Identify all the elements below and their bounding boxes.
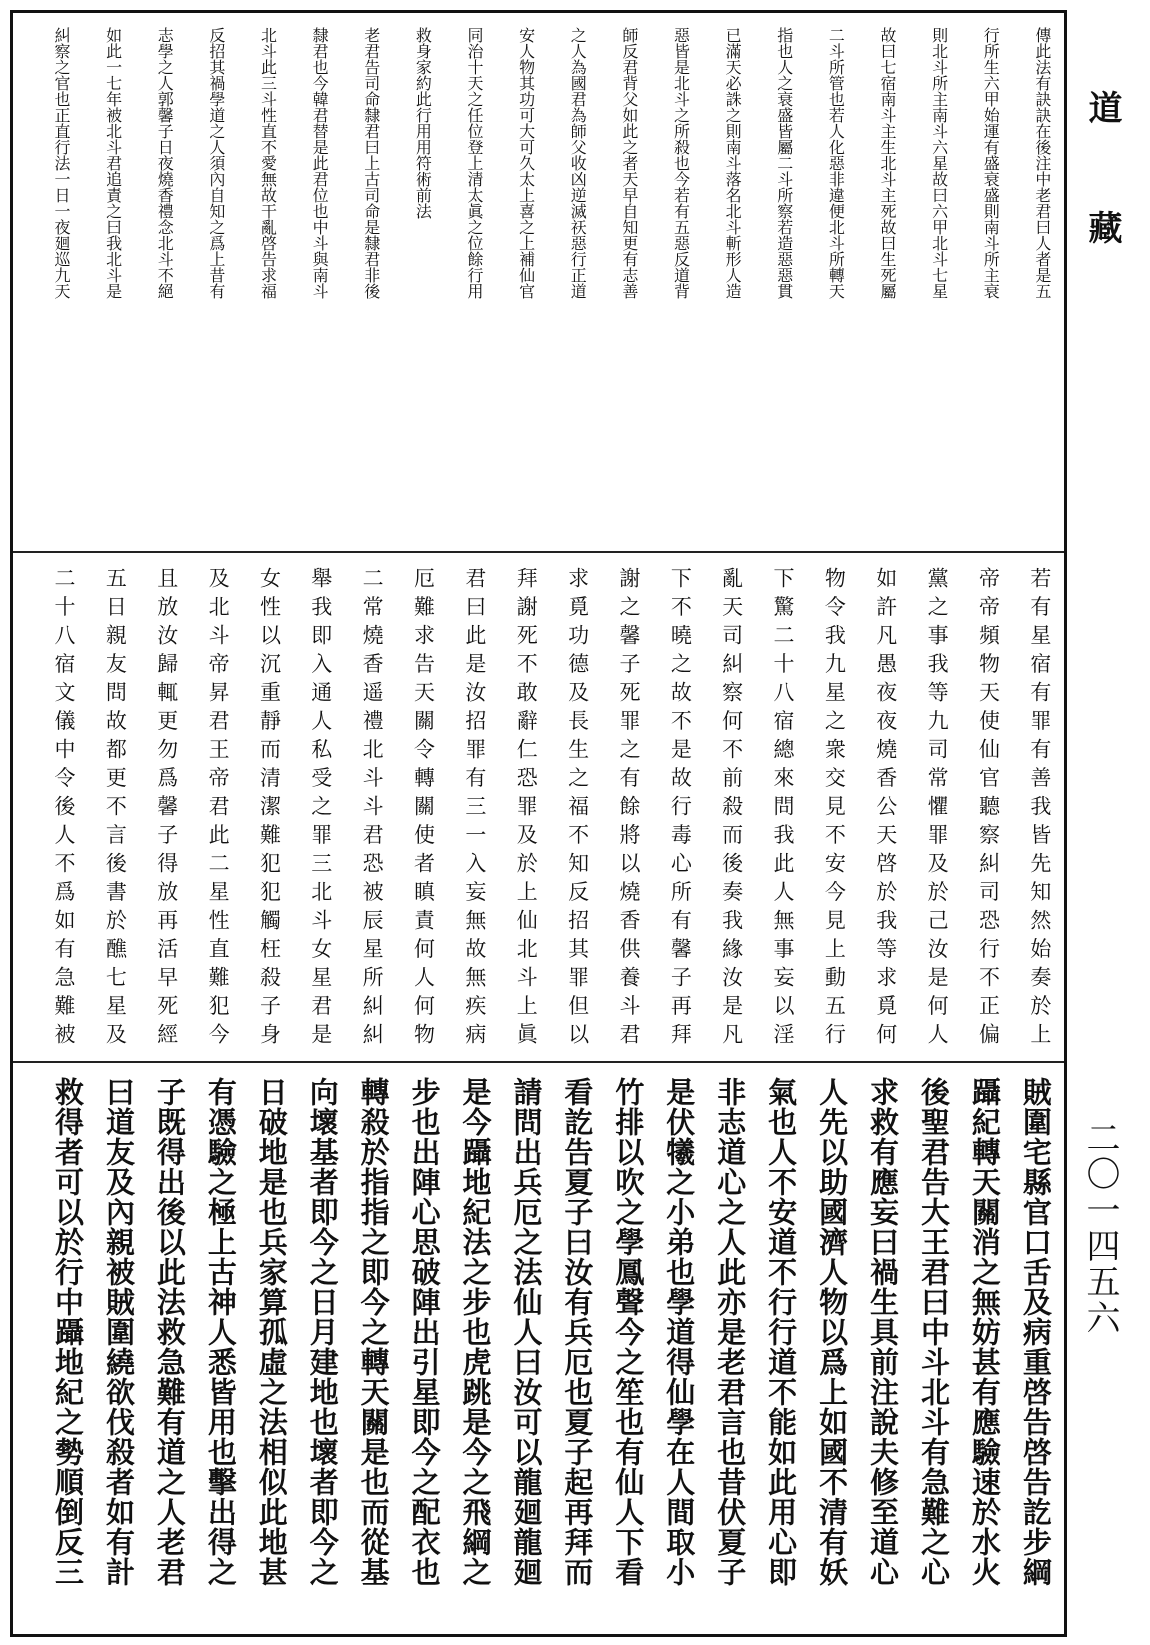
text-column: 後聖君告大王君曰中斗北斗有急難之心 — [916, 1077, 951, 1587]
text-column: 北斗此三斗性直不愛無故干亂啓告求福 — [258, 27, 278, 299]
margin-title-zang: 藏 — [1082, 210, 1122, 244]
text-column: 老君告司命隸君曰上古司命是隸君非後 — [361, 27, 381, 299]
page-frame — [10, 10, 1067, 1637]
text-column: 已滿天必誅之則南斗落名北斗斬形人造 — [723, 27, 743, 299]
text-column: 師反君背父如此之者天早自知更有志善 — [619, 27, 639, 299]
text-column: 厄難求告天關令轉關使者瞋責何人何物 — [411, 567, 436, 1052]
text-column: 志學之人郭馨子日夜燒香禮念北斗不絕 — [155, 27, 175, 299]
text-column: 且放汝歸輒更勿爲馨子得放再活早死經 — [154, 567, 179, 1052]
text-band-top — [13, 13, 1064, 553]
text-column: 竹排以吹之學鳳聲今之笙也有仙人下看 — [611, 1077, 646, 1587]
text-column: 物令我九星之衆交見不安今見上動五行 — [822, 567, 847, 1052]
text-column: 二十八宿文儀中令後人不爲如有急難被 — [52, 567, 76, 1052]
text-column: 曰道友及內親被賊圍繞欲伐殺者如有計 — [101, 1077, 136, 1587]
text-column: 二常燒香遥禮北斗斗君恐被辰星所糾糾 — [360, 567, 385, 1052]
text-column: 下不曉之故不是故行毒心所有馨子再拜 — [668, 567, 693, 1052]
text-column: 非志道心之人此亦是老君言也昔伏夏子 — [713, 1077, 748, 1587]
text-column: 如此一七年被北斗君追責之曰我北斗是 — [103, 27, 123, 299]
text-column: 步也出陣心思破陣出引星即今之配衣也 — [407, 1077, 442, 1587]
text-column: 若有星宿有罪有善我皆先知然始奏於上 — [1027, 567, 1052, 1052]
text-column: 反招其禍學道之人須內自知之爲上昔有 — [206, 27, 226, 299]
text-column: 謝之馨子死罪之有餘將以燒香供養斗君 — [616, 567, 641, 1052]
text-column: 拜謝死不敢辭仁恐罪及於上仙北斗上眞 — [514, 567, 539, 1052]
text-column: 子既得出後以此法救急難有道之人老君 — [152, 1077, 187, 1587]
text-column: 轉殺於指指之即今之轉天關是也而從基 — [356, 1077, 391, 1587]
text-column: 則北斗所主南斗六星故曰六甲北斗七星 — [929, 27, 949, 299]
text-column: 君曰此是汝招罪有三一入妄無故無疾病 — [462, 567, 487, 1052]
text-column: 之人為國君為師父收凶逆滅祆惡行正道 — [568, 27, 588, 299]
text-column: 是今躡地紀法之步也虎跳是今之飛綱之 — [458, 1077, 493, 1587]
text-column: 故曰七宿南斗主生北斗主死故曰生死屬 — [878, 27, 897, 299]
text-column: 二斗所管也若人化惡非違便北斗所轉天 — [826, 27, 846, 299]
text-column: 帝帝頻物天使仙官聽察糾司恐行不正偏 — [976, 567, 1001, 1052]
text-column: 下驚二十八宿總來問我此人無事妄以淫 — [771, 567, 796, 1052]
text-column: 是伏犧之小弟也學道得仙學在人間取小 — [662, 1077, 697, 1587]
text-column: 舉我即入通人私受之罪三北斗女星君是 — [308, 567, 333, 1052]
text-column: 求救有應妄曰禍生具前注說夫修至道心 — [866, 1077, 900, 1587]
band-columns — [51, 1077, 1053, 1624]
text-column: 賊圍宅縣官口舌及病重啓告啓告訖步綱 — [1018, 1077, 1053, 1587]
text-band-bottom — [13, 1063, 1064, 1634]
text-column: 如許凡愚夜夜燒香公天啓於我等求覓何 — [873, 567, 898, 1052]
text-band-middle — [13, 553, 1064, 1063]
margin-title-dao: 道 — [1082, 90, 1122, 124]
text-column: 惡皆是北斗之所殺也今若有五惡反道背 — [671, 27, 691, 299]
text-column: 隸君也今韓君替是此君位也中斗與南斗 — [310, 27, 330, 299]
text-column: 女性以沉重靜而清潔難犯犯觸枉殺子身 — [257, 567, 282, 1052]
band-columns — [53, 27, 1050, 541]
text-column: 請問出兵厄之法仙人曰汝可以龍廻龍廻 — [509, 1077, 544, 1587]
text-column: 黨之事我等九司常懼罪及於己汝是何人 — [925, 567, 950, 1052]
text-column: 糾察之官也正直行法一日一夜廻巡九天 — [52, 27, 71, 299]
text-column: 氣也人不安道不行行道不能如此用心即 — [764, 1077, 799, 1587]
text-column: 看訖告夏子曰汝有兵厄也夏子起再拜而 — [560, 1077, 595, 1587]
text-column: 日破地是也兵家算孤虛之法相似此地甚 — [254, 1077, 289, 1587]
text-column: 亂天司糾察何不前殺而後奏我緣汝是凡 — [719, 567, 744, 1052]
text-column: 救得者可以於行中躡地紀之勢順倒反三 — [51, 1077, 85, 1587]
text-column: 求覓功德及長生之福不知反招其罪但以 — [565, 567, 590, 1052]
text-column: 行所生六甲始運有盛衰盛則南斗所主衰 — [981, 27, 1001, 299]
text-column: 傳此法有訣訣在後注中老君曰人者是五 — [1032, 27, 1052, 299]
text-column: 有憑驗之極上古神人悉皆用也擊出得之 — [203, 1077, 238, 1587]
text-column: 躡紀轉天關消之無妨甚有應驗速於水火 — [967, 1077, 1002, 1587]
text-column: 向壞基者即今之日月建地也壞者即今之 — [305, 1077, 340, 1587]
text-column: 人先以助國濟人物以爲上如國不清有妖 — [815, 1077, 850, 1587]
text-column: 指也人之衰盛皆屬二斗所察若造惡惡貫 — [774, 27, 794, 299]
text-column: 安人物其功可大可久太上喜之上補仙官 — [516, 27, 536, 299]
page-number: 二〇一四五六 — [1080, 1120, 1120, 1336]
text-column: 同治十天之任位登上清太眞之位餘行用 — [465, 27, 484, 299]
text-column: 及北斗帝昇君王帝君此二星性直難犯今 — [206, 567, 231, 1052]
text-column: 五日親友問故都更不言後書於醮七星及 — [103, 567, 128, 1052]
band-columns — [53, 567, 1050, 1051]
text-column: 救身家約此行用用符術前法 — [413, 27, 433, 219]
